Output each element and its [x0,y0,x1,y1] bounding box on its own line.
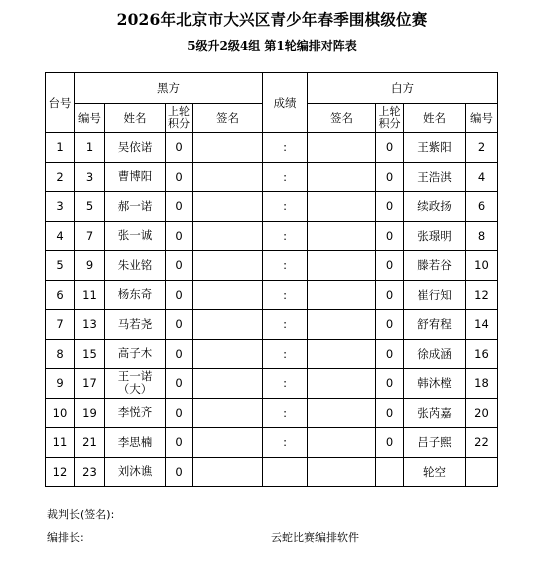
cell-table-no: 7 [46,310,75,340]
header-white-prev-score: 上轮积分 [376,104,404,133]
cell-white-num: 18 [466,369,498,399]
cell-white-num: 6 [466,192,498,222]
cell-black-sign [193,221,263,251]
cell-table-no: 12 [46,457,75,487]
cell-white-num: 20 [466,398,498,428]
cell-black-sign [193,192,263,222]
cell-result: : [263,133,308,163]
cell-black-name: 刘沐谯 [105,457,166,487]
cell-table-no: 1 [46,133,75,163]
cell-white-sign [308,192,376,222]
cell-white-prev-score: 0 [376,192,404,222]
cell-black-num: 3 [75,162,105,192]
header-black-name: 姓名 [105,104,166,133]
cell-white-num: 10 [466,251,498,281]
cell-white-sign [308,280,376,310]
cell-white-sign [308,221,376,251]
table-row [46,310,498,340]
cell-black-prev-score: 0 [166,280,193,310]
cell-black-sign [193,398,263,428]
cell-black-name: 李悦齐 [105,398,166,428]
cell-white-prev-score: 0 [376,310,404,340]
cell-black-sign [193,369,263,399]
cell-white-name: 张璟明 [404,221,466,251]
cell-white-sign [308,398,376,428]
cell-result: : [263,221,308,251]
cell-white-name: 续政扬 [404,192,466,222]
cell-black-name: 高子木 [105,339,166,369]
table-row [46,369,498,399]
table-row [46,457,498,487]
cell-black-num: 7 [75,221,105,251]
cell-table-no: 3 [46,192,75,222]
cell-result [263,457,308,487]
cell-result: : [263,339,308,369]
cell-table-no: 5 [46,251,75,281]
cell-white-sign [308,457,376,487]
cell-result: : [263,162,308,192]
cell-black-sign [193,133,263,163]
header-black-prev-score: 上轮积分 [166,104,193,133]
cell-black-sign [193,457,263,487]
cell-black-prev-score: 0 [166,133,193,163]
cell-white-name: 滕若谷 [404,251,466,281]
table-row [46,221,498,251]
cell-result: : [263,398,308,428]
header-white-sign: 签名 [308,104,376,133]
cell-black-num: 21 [75,428,105,458]
cell-white-prev-score: 0 [376,221,404,251]
cell-black-prev-score: 0 [166,310,193,340]
header-black-num: 编号 [75,104,105,133]
cell-black-num: 11 [75,280,105,310]
cell-white-sign [308,162,376,192]
arranger-label: 编排长: [47,531,84,544]
cell-white-num: 4 [466,162,498,192]
header-white: 白方 [308,73,498,104]
header-white-name: 姓名 [404,104,466,133]
header-white-num: 编号 [466,104,498,133]
cell-black-num: 19 [75,398,105,428]
cell-white-sign [308,369,376,399]
cell-white-name: 韩沐樘 [404,369,466,399]
table-row [46,398,498,428]
cell-black-sign [193,251,263,281]
cell-white-name: 王浩淇 [404,162,466,192]
cell-black-name: 吴依诺 [105,133,166,163]
cell-white-sign [308,310,376,340]
cell-white-num: 2 [466,133,498,163]
cell-white-num: 16 [466,339,498,369]
cell-white-prev-score: 0 [376,133,404,163]
referee-signature-label: 裁判长(签名): [47,508,115,521]
cell-black-name: 朱业铭 [105,251,166,281]
cell-white-name: 张芮嘉 [404,398,466,428]
cell-table-no: 10 [46,398,75,428]
cell-white-prev-score: 0 [376,398,404,428]
cell-white-name: 王紫阳 [404,133,466,163]
cell-black-prev-score: 0 [166,339,193,369]
cell-black-prev-score: 0 [166,398,193,428]
cell-result: : [263,192,308,222]
cell-white-sign [308,133,376,163]
cell-white-prev-score: 0 [376,339,404,369]
cell-result: : [263,251,308,281]
table-row [46,339,498,369]
cell-black-num: 1 [75,133,105,163]
table-row [46,133,498,163]
cell-white-num [466,457,498,487]
cell-white-sign [308,251,376,281]
cell-black-name: 郝一诺 [105,192,166,222]
cell-black-sign [193,428,263,458]
cell-black-name: 曹博阳 [105,162,166,192]
cell-table-no: 11 [46,428,75,458]
cell-black-prev-score: 0 [166,192,193,222]
cell-white-prev-score [376,457,404,487]
cell-white-num: 14 [466,310,498,340]
cell-black-prev-score: 0 [166,251,193,281]
cell-white-num: 12 [466,280,498,310]
cell-white-sign [308,428,376,458]
cell-result: : [263,428,308,458]
cell-black-prev-score: 0 [166,457,193,487]
cell-black-prev-score: 0 [166,369,193,399]
cell-white-num: 8 [466,221,498,251]
header-result: 成绩 [263,73,308,133]
cell-result: : [263,310,308,340]
cell-black-prev-score: 0 [166,428,193,458]
cell-white-prev-score: 0 [376,251,404,281]
page-title: 2026年北京市大兴区青少年春季围棋级位赛 [116,10,428,29]
software-credit: 云蛇比赛编排软件 [271,531,359,544]
cell-white-sign [308,339,376,369]
cell-black-sign [193,339,263,369]
cell-black-num: 23 [75,457,105,487]
cell-white-prev-score: 0 [376,369,404,399]
cell-black-prev-score: 0 [166,221,193,251]
cell-black-num: 13 [75,310,105,340]
cell-result: : [263,280,308,310]
page-subtitle: 5级升2级4组 第1轮编排对阵表 [187,39,357,53]
table-row [46,251,498,281]
cell-black-sign [193,280,263,310]
cell-white-prev-score: 0 [376,162,404,192]
header-black: 黑方 [75,73,263,104]
cell-black-name: 马若尧 [105,310,166,340]
table-row [46,428,498,458]
table-row [46,192,498,222]
cell-table-no: 9 [46,369,75,399]
table-row [46,162,498,192]
cell-white-prev-score: 0 [376,280,404,310]
cell-black-num: 9 [75,251,105,281]
cell-black-name: 张一诚 [105,221,166,251]
cell-white-name: 崔行知 [404,280,466,310]
cell-table-no: 8 [46,339,75,369]
cell-black-num: 17 [75,369,105,399]
cell-result: : [263,369,308,399]
pairing-table [45,72,498,487]
table-row [46,280,498,310]
cell-white-name: 徐成涵 [404,339,466,369]
cell-black-name: 王一诺（大） [105,369,166,399]
cell-white-name: 舒宥程 [404,310,466,340]
cell-black-name: 杨东奇 [105,280,166,310]
cell-white-name: 吕子熙 [404,428,466,458]
cell-table-no: 4 [46,221,75,251]
cell-white-prev-score: 0 [376,428,404,458]
header-black-sign: 签名 [193,104,263,133]
cell-table-no: 2 [46,162,75,192]
cell-black-num: 5 [75,192,105,222]
cell-black-num: 15 [75,339,105,369]
cell-black-sign [193,310,263,340]
cell-black-name: 李思楠 [105,428,166,458]
cell-table-no: 6 [46,280,75,310]
cell-white-name: 轮空 [404,457,466,487]
cell-black-prev-score: 0 [166,162,193,192]
cell-white-num: 22 [466,428,498,458]
cell-black-sign [193,162,263,192]
header-table-no: 台号 [46,73,75,133]
